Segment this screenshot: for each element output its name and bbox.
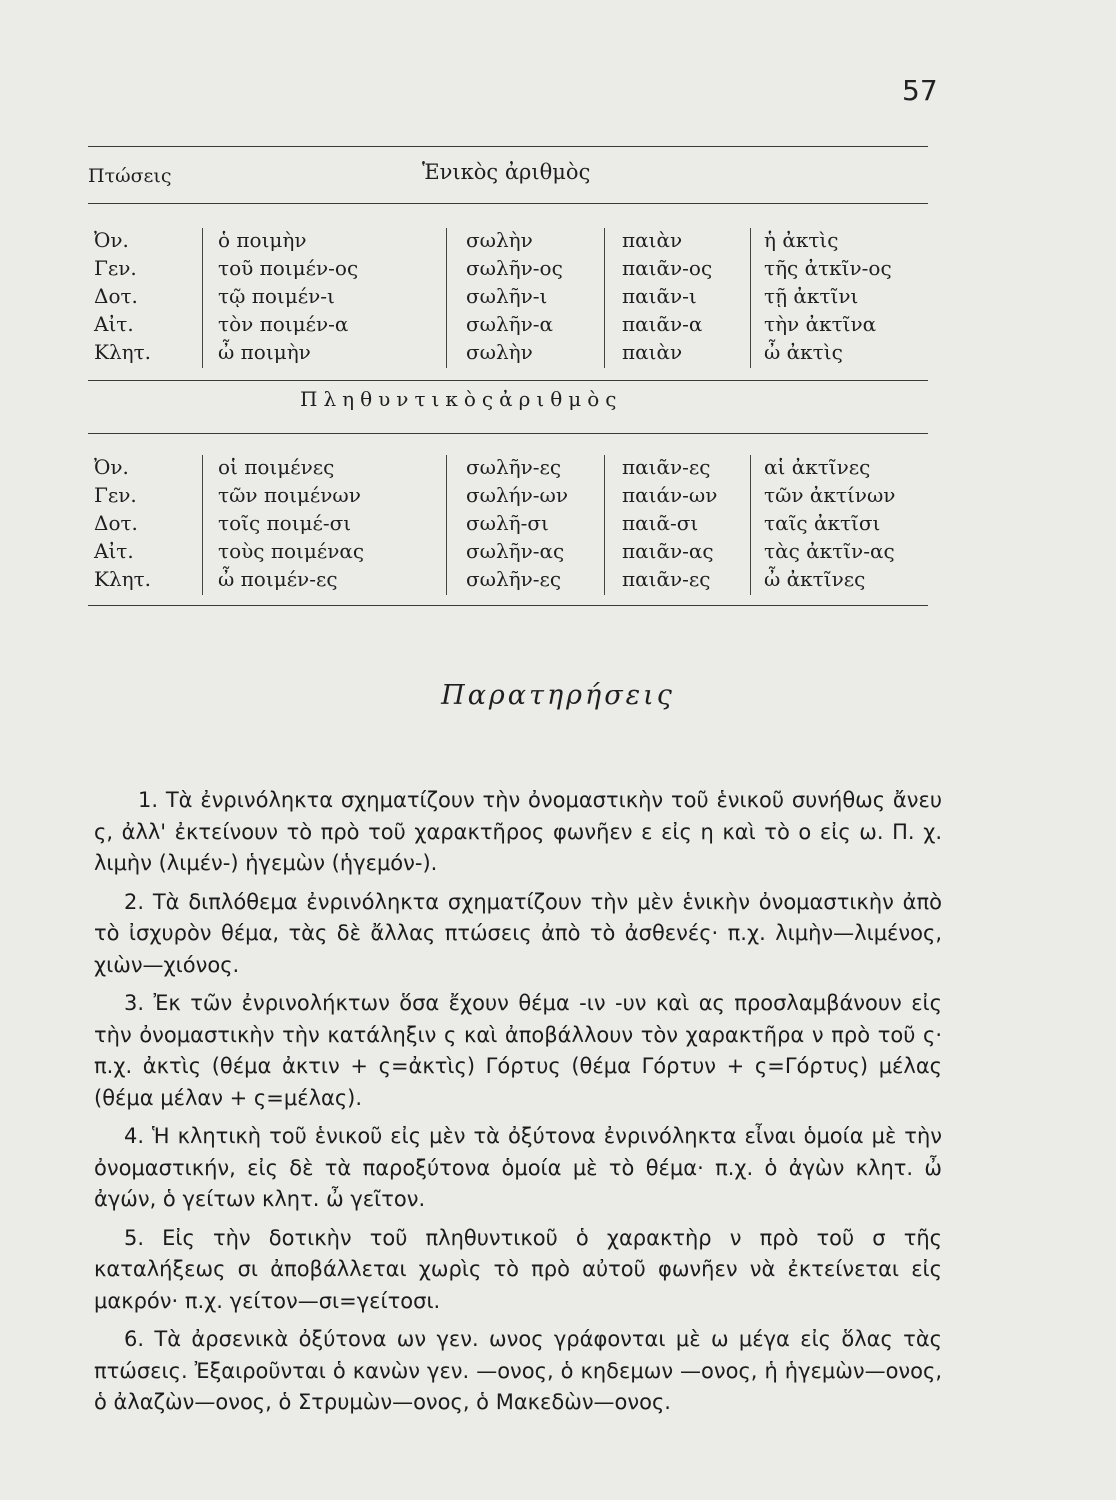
noun-aktis-cell: τῇ ἀκτῖνι: [764, 284, 859, 308]
case-label-cell: Αἰτ.: [94, 312, 134, 336]
case-label-cell: Ὀν.: [94, 228, 129, 252]
noun-solen-cell: σωλὴν: [466, 228, 533, 252]
singular-header: Ἑνικὸς ἀριθμὸς: [422, 160, 591, 184]
column-divider: [446, 455, 447, 595]
notes-list: [94, 785, 942, 1426]
noun-paian-cell: παιὰν: [622, 340, 683, 364]
noun-aktis-cell: ταῖς ἀκτῖσι: [764, 511, 881, 535]
singular-header-rule: [88, 203, 928, 204]
case-label-cell: Αἰτ.: [94, 539, 134, 563]
noun-solen-cell: σωλῆν-ος: [466, 256, 563, 280]
noun-aktis-cell: ὦ ἀκτὶς: [764, 340, 843, 364]
noun-solen-cell: σωλῆ-σι: [466, 511, 549, 535]
column-divider: [604, 455, 605, 595]
note-paragraph: 2. Τὰ διπλόθεμα ἐνρινόληκτα σχηματίζουν τὴν μὲν ἑνικὴν ὀνομαστικὴν ἀπὸ τὸ ἰσχυρὸν θέμα, τὰς δὲ ἄλλας πτώσεις ἀπὸ τὸ ἀσθενές· π.χ. λιμὴν—λιμένος, χιὼν—χιόνος.: [94, 889, 942, 977]
case-label-cell: Γεν.: [94, 256, 137, 280]
table-row: [0, 455, 1116, 478]
note-paragraph: 4. Ἡ κλητικὴ τοῦ ἑνικοῦ εἰς μὲν τὰ ὀξύτονα ἐνρινόληκτα εἶναι ὁμοία μὲ τὴν ὀνομαστικήν, εἰς δὲ τὰ παροξύτονα ὁμοία μὲ τὸ θέμα· π.χ. ὁ ἀγὼν κλητ. ὦ ἀγών, ὁ γείτων κλητ. ὦ γεῖτον.: [94, 1124, 942, 1211]
table-row: [0, 511, 1116, 534]
noun-solen-cell: σωλῆν-ας: [466, 539, 565, 563]
table-top-rule: [88, 146, 928, 147]
noun-solen-cell: σωλήν-ων: [466, 483, 569, 507]
column-divider: [750, 455, 751, 595]
noun-aktis-cell: αἱ ἀκτῖνες: [764, 455, 871, 479]
plural-header: Πληθυντικὸςἀριθμὸς: [300, 387, 623, 411]
noun-poimen-cell: τοὺς ποιμένας: [218, 539, 365, 563]
column-divider: [202, 228, 203, 368]
noun-poimen-cell: ὦ ποιμὴν: [218, 340, 311, 364]
noun-paian-cell: παιᾶν-ες: [622, 455, 711, 479]
table-bottom-rule: [88, 605, 928, 606]
table-row: [0, 284, 1116, 307]
case-label-cell: Δοτ.: [94, 284, 138, 308]
table-row: [0, 312, 1116, 335]
table-row: [0, 483, 1116, 506]
case-label-cell: Κλητ.: [94, 567, 152, 591]
note-paragraph: 1. Τὰ ἐνρινόληκτα σχηματίζουν τὴν ὀνομαστικὴν τοῦ ἑνικοῦ συνήθως ἄνευ ς, ἀλλ' ἐκτείνουν τὸ πρὸ τοῦ χαρακτῆρος φωνῆεν ε εἰς η καὶ τὸ ο εἰς ω. Π. χ. λιμὴν (λιμέν-) ἡγεμὼν (ἡγεμόν-).: [94, 788, 942, 875]
noun-paian-cell: παιᾶν-ος: [622, 256, 713, 280]
note-paragraph: 6. Τὰ ἀρσενικὰ ὀξύτονα ων γεν. ωνος γράφονται μὲ ω μέγα εἰς ὅλας τὰς πτώσεις. Ἐξαιροῦνται ὁ κανὼν γεν. —ονος, ὁ κηδεμων —ονος, ἡ ἡγεμὼν—ονος, ὁ ἀλαζὼν—ονος, ὁ Στρυμὼν—ονος, ὁ Μακεδὼν—ονος.: [94, 1327, 942, 1414]
column-divider: [604, 228, 605, 368]
column-divider: [446, 228, 447, 368]
noun-solen-cell: σωλὴν: [466, 340, 533, 364]
table-row: [0, 256, 1116, 279]
table-row: [0, 228, 1116, 251]
plural-header-rule: [88, 433, 928, 434]
table-row: [0, 539, 1116, 562]
noun-aktis-cell: τὰς ἀκτῖν-ας: [764, 539, 895, 563]
singular-bottom-rule: [88, 380, 928, 381]
noun-poimen-cell: οἱ ποιμένες: [218, 455, 335, 479]
noun-aktis-cell: τῆς ἀτκῖν-ος: [764, 256, 892, 280]
noun-poimen-cell: τοῖς ποιμέ-σι: [218, 511, 352, 535]
case-label-cell: Ὀν.: [94, 455, 129, 479]
noun-paian-cell: παιὰν: [622, 228, 683, 252]
noun-poimen-cell: ὦ ποιμέν-ες: [218, 567, 338, 591]
case-label-cell: Δοτ.: [94, 511, 138, 535]
noun-aktis-cell: ἡ ἀκτὶς: [764, 228, 839, 252]
noun-poimen-cell: τῶν ποιμένων: [218, 483, 361, 507]
noun-aktis-cell: τὴν ἀκτῖνα: [764, 312, 877, 336]
noun-paian-cell: παιάν-ων: [622, 483, 718, 507]
noun-paian-cell: παιᾶν-ας: [622, 539, 714, 563]
section-title: Παρατηρήσεις: [441, 680, 675, 711]
noun-solen-cell: σωλῆν-ι: [466, 284, 548, 308]
noun-paian-cell: παιᾶν-α: [622, 312, 703, 336]
noun-paian-cell: παιᾶ-σι: [622, 511, 699, 535]
noun-aktis-cell: τῶν ἀκτίνων: [764, 483, 896, 507]
noun-paian-cell: παιᾶν-ες: [622, 567, 711, 591]
page-number: 57: [902, 74, 938, 107]
noun-solen-cell: σωλῆν-ες: [466, 455, 562, 479]
noun-poimen-cell: ὁ ποιμὴν: [218, 228, 307, 252]
noun-aktis-cell: ὦ ἀκτῖνες: [764, 567, 866, 591]
case-label-cell: Κλητ.: [94, 340, 152, 364]
noun-solen-cell: σωλῆν-α: [466, 312, 554, 336]
case-header: Πτώσεις: [88, 165, 172, 187]
note-paragraph: 3. Ἐκ τῶν ἐνρινολήκτων ὅσα ἔχουν θέμα -ιν -υν καὶ ας προσλαμβάνουν εἰς τὴν ὀνομαστικὴν τὴν κατάληξιν ς καὶ ἀποβάλλουν τὸν χαρακτῆρα ν πρὸ τοῦ ς· π.χ. ἀκτὶς (θέμα ἀκτιν + ς=ἀκτὶς) Γόρτυς (θέμα Γόρτυν + ς=Γόρτυς) μέλας (θέμα μέλαν + ς=μέλας).: [94, 991, 942, 1110]
case-label-cell: Γεν.: [94, 483, 137, 507]
noun-solen-cell: σωλῆν-ες: [466, 567, 562, 591]
note-paragraph: 5. Εἰς τὴν δοτικὴν τοῦ πληθυντικοῦ ὁ χαρακτὴρ ν πρὸ τοῦ σ τῆς καταλήξεως σι ἀποβάλλεται χωρὶς τὸ πρὸ αὐτοῦ φωνῆεν νὰ ἐκτείνεται εἰς μακρόν· π.χ. γείτον—σι=γείτοσι.: [94, 1225, 942, 1313]
noun-poimen-cell: τὸν ποιμέν-α: [218, 312, 349, 336]
column-divider: [750, 228, 751, 368]
table-row: [0, 567, 1116, 590]
noun-poimen-cell: τοῦ ποιμέν-ος: [218, 256, 359, 280]
table-row: [0, 340, 1116, 363]
column-divider: [202, 455, 203, 595]
noun-paian-cell: παιᾶν-ι: [622, 284, 697, 308]
noun-poimen-cell: τῷ ποιμέν-ι: [218, 284, 335, 308]
